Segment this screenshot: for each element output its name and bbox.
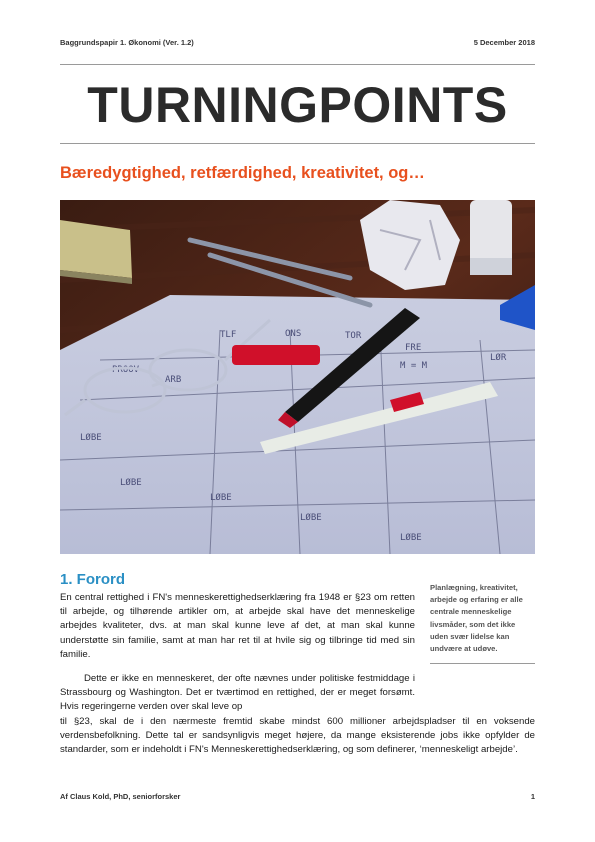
document-label: Baggrundspapir 1. Økonomi (Ver. 1.2)	[60, 38, 194, 47]
sheet-word: LØBE	[300, 513, 322, 523]
sheet-word: LØBE	[80, 433, 102, 443]
sheet-word: LØBE	[210, 493, 232, 503]
header-rule	[60, 64, 535, 65]
sheet-word: TOR	[345, 331, 362, 341]
red-marker-cap	[232, 345, 320, 365]
sheet-word: PROOV	[112, 365, 140, 375]
sidebar-rule	[430, 663, 535, 664]
sheet-word: M = M	[400, 361, 428, 371]
sheet-word: ARB	[165, 375, 182, 385]
body-paragraph-3: til §23, skal de i den nærmeste fremtid skabe mindst 600 millioner arbejdspladser til en voksende verdensbefolkning. Dette tal er sandsynligvis meget højere, da mange eksisterende jobs ikke opfylder de standarder, som er indeholdt i FN's Menneskerettighedserklæring, og som definerer, ‘menneskeligt arbejde’.	[60, 715, 535, 755]
sidebar-quote: Planlægning, kreativitet, arbejde og erfaring er alle centrale menneskelige livsmåder, som det ikke uden svær lidelse kan undvære at udøve.	[430, 583, 523, 654]
sheet-word: TLF	[220, 330, 237, 340]
page-footer	[60, 792, 535, 804]
title-rule	[60, 143, 535, 144]
author-credit: Af Claus Kold, PhD, seniorforsker	[60, 792, 181, 801]
body-paragraph-2: Dette er ikke en menneskeret, der ofte nævnes under politiske festmiddage i Strassbourg og Washington. Det er tværtimod en rettighed, der er meget forsømt. Hvis regeringerne verden over skal leve op	[60, 673, 415, 713]
section-heading: 1. Forord	[60, 571, 126, 588]
page-header	[60, 38, 535, 50]
document-date: 5 December 2018	[473, 38, 535, 47]
cover-photo	[60, 200, 535, 554]
page-subtitle: Bæredygtighed, retfærdighed, kreativitet, og…	[60, 164, 425, 182]
sheet-word: LØBE	[120, 478, 142, 488]
sheet-word: ONS	[285, 329, 302, 339]
page-number: 1	[530, 792, 535, 801]
sheet-word: LØR	[490, 353, 507, 363]
body-paragraph-1: En central rettighed i FN's menneskerettighedserklæring fra 1948 er §23 om retten til arbejde, og tilhørende artikler om, at arbejde skal have det menneskelige arbejdes kvaliteter, dvs. at man skal kunne leve af det, at man skal kunne understøtte sin familie, samt at man har ret til at hvile sig og tilbringe tid med sin familie.	[60, 592, 415, 660]
sheet-word: LØBE	[400, 533, 422, 543]
page-title: TURNINGPOINTS	[87, 77, 508, 133]
sheet-word: FRE	[405, 343, 422, 353]
